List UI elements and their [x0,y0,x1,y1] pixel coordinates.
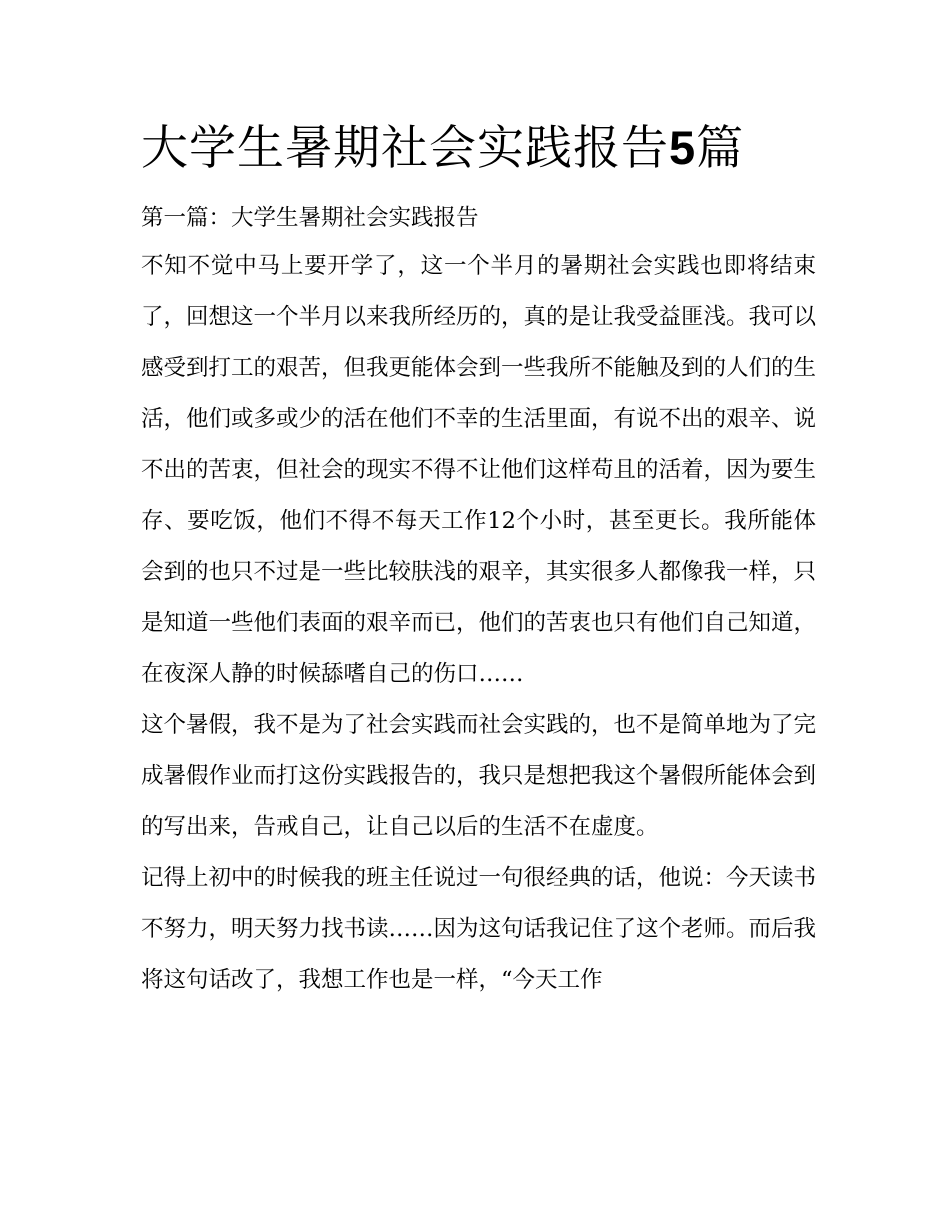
title-number: 5 [669,121,697,174]
paragraph-2: 这个暑假，我不是为了社会实践而社会实践的，也不是简单地为了完成暑假作业而打这份实践报告的，我只是想把我这个暑假所能体会到的写出来，告戒自己，让自己以后的生活不在虚度。 [141,712,817,840]
title-suffix: 篇 [696,121,745,176]
section-heading: 第一篇：大学生暑期社会实践报告 [141,205,479,231]
document-body [141,112,816,1006]
paragraph-1: 不知不觉中马上要开学了，这一个半月的暑期社会实践也即将结束了，回想这一个半月以来我所经历的，真的是让我受益匪浅。我可以感受到打工的艰苦，但我更能体会到一些我所不能触及到的人们的生活，他们或多或少的活在他们不幸的生活里面，有说不出的艰辛、说不出的苦衷，但社会的现实不得不让他们这样苟且的活着，因为要生存、要吃饭，他们不得不每天工作12个小时，甚至更长。我所能体会到的也只不过是一些比较肤浅的艰辛，其实很多人都像我一样，只是知道一些他们表面的艰辛而已，他们的苦衷也只有他们自己知道，在夜深人静的时候舔嗜自己的伤口…… [141,253,817,687]
title-text: 大学生暑期社会实践报告 [141,121,669,176]
paragraph-3: 记得上初中的时候我的班主任说过一句很经典的话，他说：今天读书不努力，明天努力找书读……因为这句话我记住了这个老师。而后我将这句话改了，我想工作也是一样，“今天工作 [141,865,817,993]
document-title [141,112,816,185]
